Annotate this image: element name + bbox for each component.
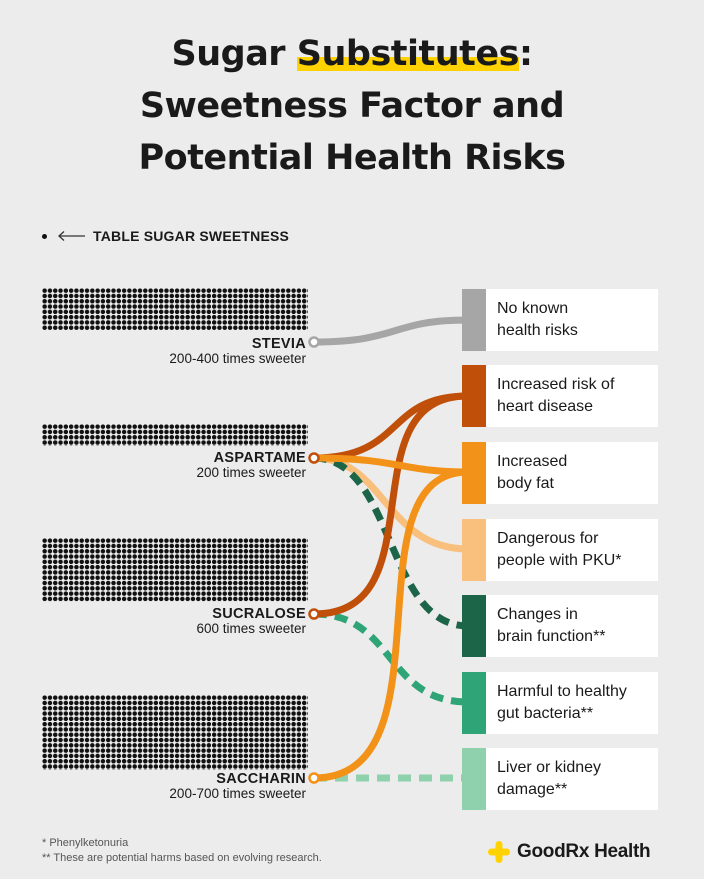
sweetener-subtitle-saccharin: 200-700 times sweeter [169, 786, 306, 801]
risk-label [486, 298, 578, 342]
title-line-2: Sweetness Factor and [139, 86, 565, 126]
risk-gut-bacteria [462, 672, 658, 734]
link-stevia-no-risk [314, 320, 468, 342]
risk-color-bar [462, 289, 486, 351]
title-text: Sugar [171, 34, 297, 74]
risk-label-line: Harmful to healthy [497, 683, 627, 700]
risk-color-bar [462, 442, 486, 504]
risk-label-line: gut bacteria** [497, 705, 594, 722]
sweetener-name-sucralose: SUCRALOSE [212, 606, 306, 622]
risk-label [486, 757, 601, 801]
risk-heart-disease [462, 365, 658, 427]
risk-color-bar [462, 519, 486, 581]
sweetener-subtitle-stevia: 200-400 times sweeter [169, 351, 306, 366]
risk-brain-function [462, 595, 658, 657]
risk-label [486, 604, 606, 648]
risk-color-bar [462, 365, 486, 427]
legend-label: TABLE SUGAR SWEETNESS [93, 228, 290, 244]
link-aspartame-heart [314, 396, 468, 458]
sweetener-subtitle-sucralose: 600 times sweeter [196, 621, 306, 636]
link-aspartame-brain [314, 458, 468, 626]
node-aspartame [310, 454, 319, 463]
risk-body-fat [462, 442, 658, 504]
sweetener-name-stevia: STEVIA [251, 336, 306, 352]
node-saccharin [310, 774, 319, 783]
risk-liver-kidney [462, 748, 658, 810]
footnote-pku: * Phenylketonuria [42, 837, 129, 849]
title-line-3: Potential Health Risks [138, 138, 566, 178]
brand-logo [487, 840, 650, 864]
risk-color-bar [462, 595, 486, 657]
risk-label-line: No known [497, 300, 569, 317]
risk-label-line: Changes in [497, 606, 578, 623]
sweetener-subtitle-aspartame: 200 times sweeter [196, 465, 306, 480]
risk-label-line: heart disease [497, 398, 594, 415]
risk-label-line: people with PKU* [497, 552, 622, 569]
node-stevia [310, 338, 319, 347]
sweetener-name-saccharin: SACCHARIN [216, 771, 306, 787]
risk-label-line: Dangerous for [497, 530, 599, 547]
node-sucralose [310, 610, 319, 619]
title-highlight: Substitutes [296, 34, 519, 74]
risk-label [486, 451, 567, 495]
risk-label [486, 528, 622, 572]
risk-label-line: body fat [497, 475, 554, 492]
risk-color-bar [462, 672, 486, 734]
brand-name: GoodRx Health [517, 841, 651, 862]
risk-label [486, 681, 627, 725]
risk-label-line: Liver or kidney [497, 759, 602, 776]
plus-logo-icon [487, 840, 511, 864]
title-colon: : [518, 34, 533, 74]
footnotes [42, 836, 322, 866]
risk-color-bar [462, 748, 486, 810]
risk-pku [462, 519, 658, 581]
risk-no-known [462, 289, 658, 351]
risk-label-line: Increased risk of [497, 376, 615, 393]
risk-label-line: Increased [497, 453, 568, 470]
risk-label [486, 374, 614, 418]
risk-label-line: damage** [497, 781, 568, 798]
risk-label-line: brain function** [497, 628, 606, 645]
sweetener-name-aspartame: ASPARTAME [213, 450, 306, 466]
footnote-research: ** These are potential harms based on evolving research. [42, 852, 322, 864]
risk-label-line: health risks [497, 322, 578, 339]
